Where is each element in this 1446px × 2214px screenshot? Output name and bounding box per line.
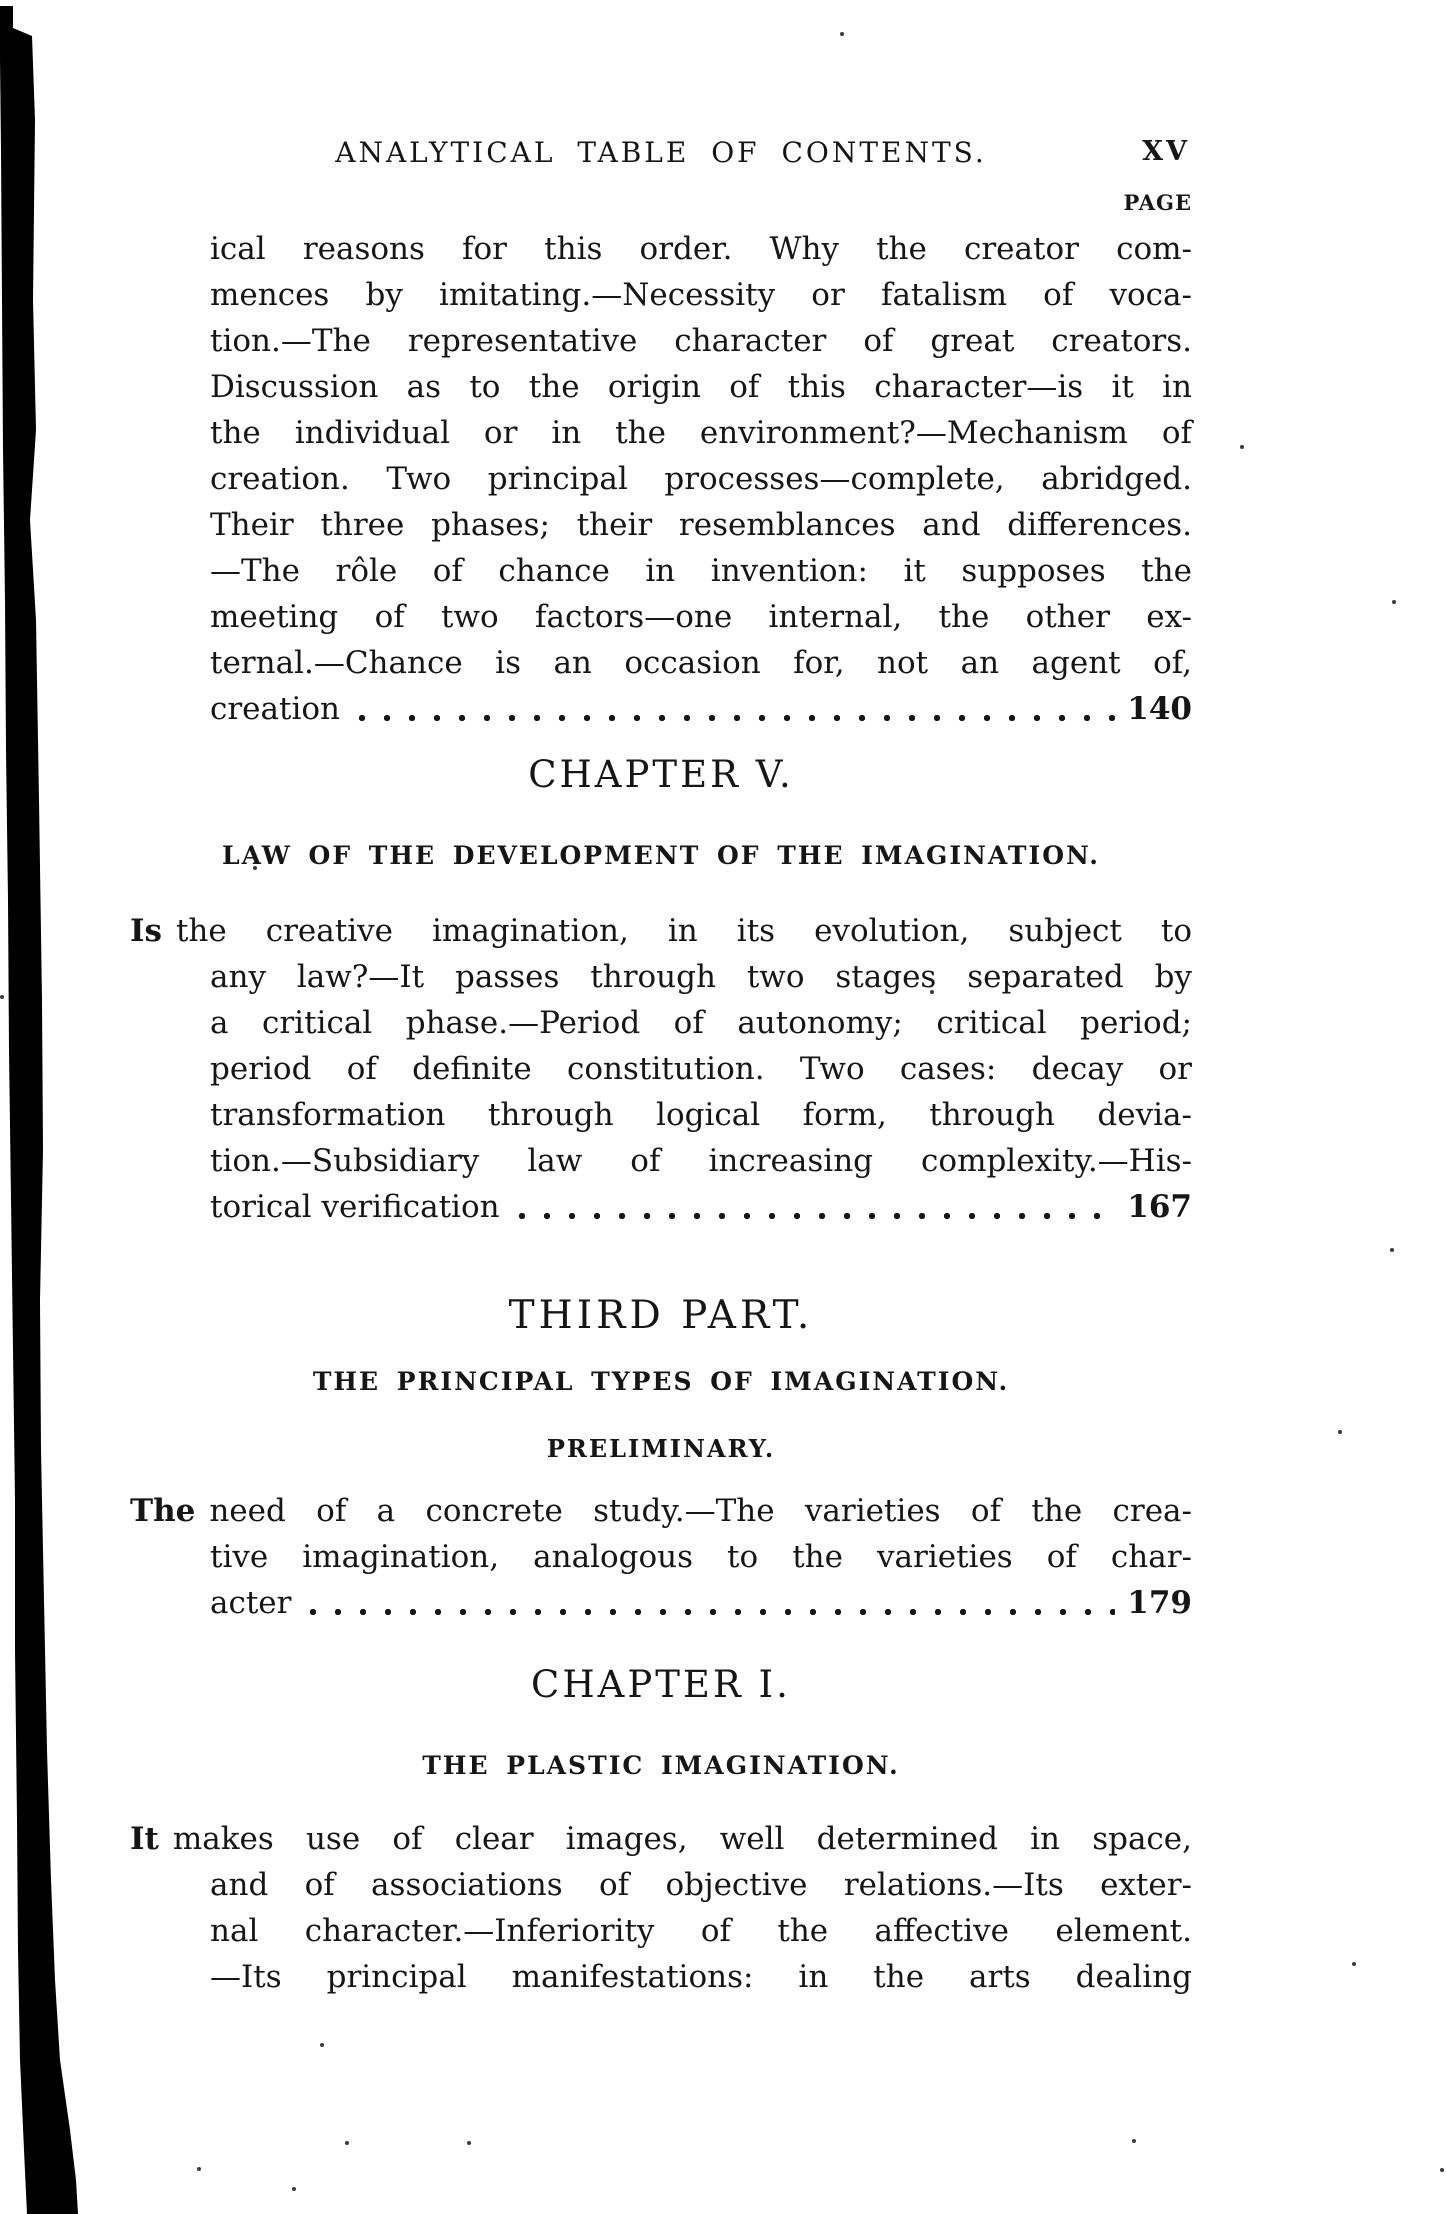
ink-speck [1390, 1248, 1394, 1252]
running-head [130, 136, 1192, 176]
toc-entry-continuation [130, 226, 1192, 732]
toc-line: the individual or in the environment?—Mechanism of [210, 415, 1192, 451]
entry-page-number: 179 [1127, 1585, 1192, 1621]
toc-leader-line [130, 1580, 1192, 1626]
toc-line: Discussion as to the origin of this character—is it in [210, 369, 1192, 405]
toc-line [130, 1816, 1192, 1862]
toc-line-text: need of a concrete study.—The varieties of the crea- [209, 1493, 1192, 1529]
ink-speck [1392, 600, 1396, 604]
toc-line: period of definite constitution. Two cases: decay or [210, 1051, 1192, 1087]
toc-line: transformation through logical form, through devia- [210, 1097, 1192, 1133]
folio-number: XV [1142, 136, 1190, 167]
toc-leader-text: torical verification [210, 1189, 500, 1225]
toc-leader-line [130, 1184, 1192, 1230]
leader-dots [301, 1580, 1115, 1626]
ink-speck [292, 2187, 296, 2191]
toc-line: nal character.—Inferiority of the affective element. [210, 1913, 1192, 1949]
toc-line: ical reasons for this order. Why the creator com- [210, 231, 1192, 267]
ink-speck [467, 2141, 471, 2145]
chapter-subheading: LAW OF THE DEVELOPMENT OF THE IMAGINATION. [222, 841, 1100, 870]
toc-line: meeting of two factors—one internal, the other ex- [210, 599, 1192, 635]
chapter-heading: CHAPTER V. [528, 753, 794, 796]
ink-speck [1338, 1430, 1342, 1434]
ink-speck [197, 2167, 201, 2171]
toc-line: tion.—The representative character of great creators. [210, 323, 1192, 359]
entry-page-number: 140 [1127, 691, 1192, 727]
toc-lead-word: It [130, 1821, 159, 1857]
ink-speck [1132, 2139, 1136, 2143]
part-subheading: THE PRINCIPAL TYPES OF IMAGINATION. [312, 1367, 1010, 1396]
toc-entry-preliminary [130, 1488, 1192, 1626]
ink-speck [1440, 2168, 1444, 2172]
page-column-label: PAGE [1123, 190, 1192, 215]
toc-line: Their three phases; their resemblances and differences. [210, 507, 1192, 543]
toc-line: —The rôle of chance in invention: it supposes the [210, 553, 1192, 589]
toc-line: a critical phase.—Period of autonomy; critical period; [210, 1005, 1192, 1041]
preliminary-heading: PRELIMINARY. [546, 1434, 776, 1463]
ink-speck [840, 32, 844, 36]
page-content [130, 136, 1192, 2000]
ink-speck [345, 2141, 349, 2145]
toc-lead-word: Is [130, 913, 162, 949]
entry-page-number: 167 [1127, 1189, 1192, 1225]
toc-leader-line [130, 686, 1192, 732]
ink-speck [0, 995, 4, 999]
toc-line: tion.—Subsidiary law of increasing complexity.—His- [210, 1143, 1192, 1179]
leader-dots [510, 1184, 1116, 1230]
leader-dots [350, 686, 1115, 732]
ink-speck [1240, 445, 1244, 449]
toc-line [130, 1488, 1192, 1534]
toc-entry-chapter1 [130, 1816, 1192, 2000]
part-heading: THIRD PART. [508, 1293, 814, 1338]
scan-binding-artifact [0, 0, 110, 2214]
toc-lead-word: The [130, 1493, 196, 1529]
toc-line-text: the creative imagination, in its evolution, subject to [175, 913, 1192, 949]
toc-line: creation. Two principal processes—complete, abridged. [210, 461, 1192, 497]
toc-line [130, 908, 1192, 954]
toc-line: and of associations of objective relations.—Its exter- [210, 1867, 1192, 1903]
toc-line: —Its principal manifestations: in the arts dealing [210, 1959, 1192, 1995]
ink-speck [1352, 1962, 1356, 1966]
toc-line: mences by imitating.—Necessity or fatalism of voca- [210, 277, 1192, 313]
toc-line-text: makes use of clear images, well determined in space, [172, 1821, 1192, 1857]
chapter-subheading: THE PLASTIC IMAGINATION. [422, 1751, 900, 1780]
chapter-heading: CHAPTER I. [531, 1663, 791, 1706]
toc-line: ternal.—Chance is an occasion for, not an agent of, [210, 645, 1192, 681]
toc-line: any law?—It passes through two stages separated by [210, 959, 1192, 995]
toc-line: tive imagination, analogous to the varieties of char- [210, 1539, 1192, 1575]
toc-leader-text: acter [210, 1585, 292, 1621]
running-head-title: ANALYTICAL TABLE OF CONTENTS. [335, 136, 987, 169]
toc-leader-text: creation [210, 691, 341, 727]
toc-entry-chapter5 [130, 908, 1192, 1230]
ink-speck [320, 2043, 324, 2047]
